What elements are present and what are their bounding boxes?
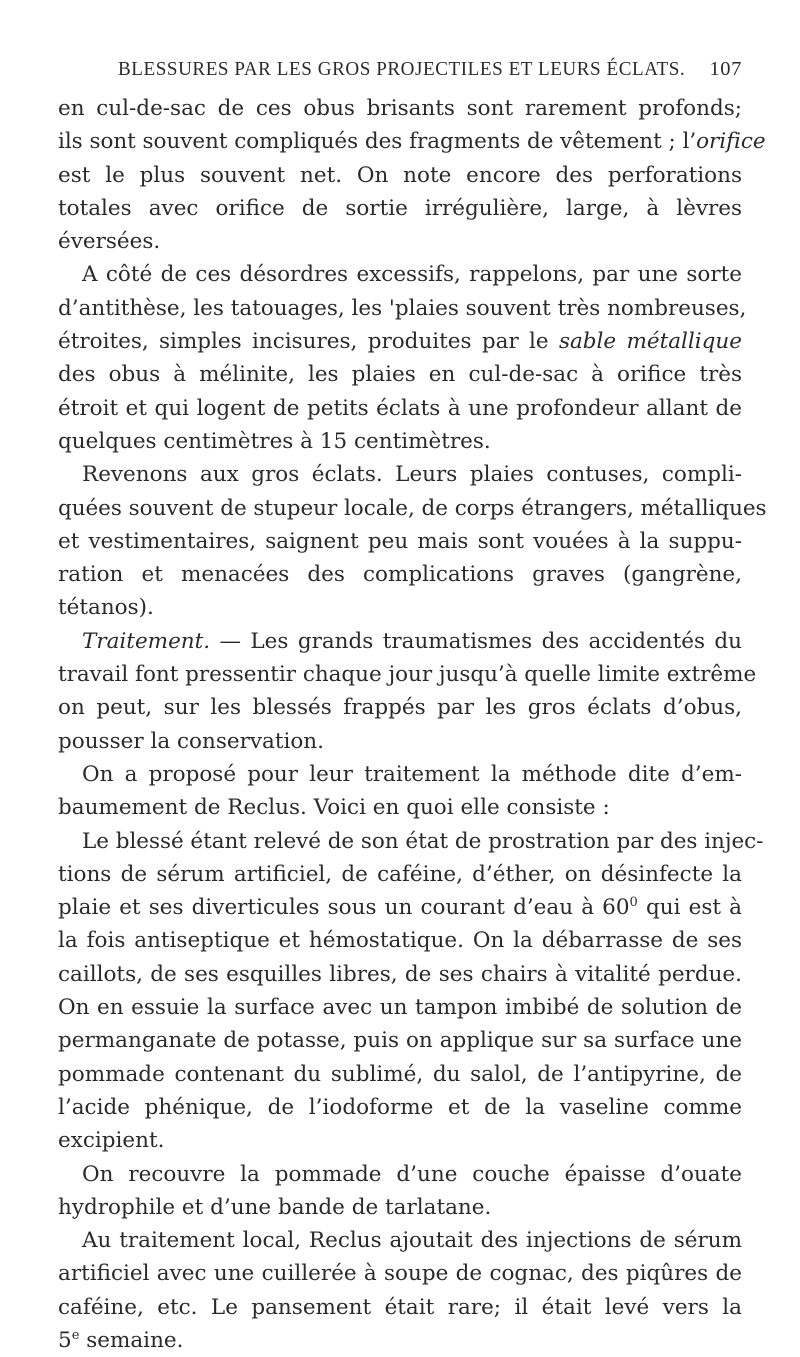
text-line: excipient. [58,1128,165,1154]
superscript: e [71,1327,80,1343]
text-segment: plaie et ses diverticules sous un courant d’eau à 60 [58,895,630,921]
text-line [58,625,742,658]
text-line [58,125,766,158]
text-line: On a proposé pour leur traitement la méthode dite d’em- [82,761,742,787]
running-title: BLESSURES PAR LES GROS PROJECTILES ET LEURS ÉCLATS. [118,58,686,80]
text-segment: étroites, simples incisures, produites par le [58,329,559,355]
text-line: On en essuie la surface avec un tampon imbibé de solution de [58,995,742,1021]
text-line: caillots, de ses esquilles libres, de ses chairs à vitalité perdue. [58,961,742,987]
body-text [58,92,767,1357]
text-line: Revenons aux gros éclats. Leurs plaies contuses, compli- [82,462,742,488]
text-line: et vestimentaires, saignent peu mais sont vouées à la suppu- [58,528,742,554]
text-line: pommade contenant du sublimé, du salol, de l’antipyrine, de [58,1061,742,1087]
text-line: hydrophile et d’une bande de tarlatane. [58,1194,492,1220]
text-segment: ils sont souvent compliqués des fragments de vêtement ; l’ [58,129,697,155]
text-line: tétanos). [58,595,154,621]
text-line: caféine, etc. Le pansement était rare; il était levé vers la [58,1294,742,1320]
text-line: Au traitement local, Reclus ajoutait des injections de sérum [82,1228,742,1254]
superscript: 0 [629,895,638,911]
text-line: permanganate de potasse, puis on applique sur sa surface une [58,1028,742,1054]
text-line: tions de sérum artificiel, de caféine, d’éther, on désinfecte la [58,861,742,887]
text-line: pousser la conservation. [58,728,324,754]
text-segment: — Les grands traumatismes des accidentés du [210,628,742,654]
italic-text: Traitement. [82,628,211,654]
text-line [58,891,742,924]
text-line: ration et menacées des complications graves (gangrène, [58,562,742,588]
text-line [58,1324,742,1357]
text-line: étroit et qui logent de petits éclats à une profondeur allant de [58,395,742,421]
text-line: on peut, sur les blessés frappés par les gros éclats d’obus, [58,695,742,721]
text-line: On recouvre la pommade d’une couche épaisse d’ouate [82,1161,742,1187]
text-line [58,325,742,358]
text-line: est le plus souvent net. On note encore des perforations [58,162,742,188]
text-line: quelques centimètres à 15 centimètres. [58,428,491,454]
italic-text: sable métallique [558,329,742,355]
text-line: totales avec orifice de sortie irrégulière, large, à lèvres [58,195,742,221]
text-line: quées souvent de stupeur locale, de corps étrangers, métalliques [58,495,767,521]
text-segment: semaine. [79,1327,184,1353]
text-line: baumement de Reclus. Voici en quoi elle consiste : [58,795,610,821]
text-line: Le blessé étant relevé de son état de prostration par des injec- [82,828,764,854]
text-line: éversées. [58,229,161,255]
page-number: 107 [709,58,742,80]
text-segment: qui est à [637,895,742,921]
italic-text: orifice [696,129,766,155]
text-line: l’acide phénique, de l’iodoforme et de la vaseline comme [58,1094,742,1120]
text-line: A côté de ces désordres excessifs, rappelons, par une sorte [82,262,742,288]
text-line: travail font pressentir chaque jour jusqu’à quelle limite extrême [58,662,757,688]
text-segment: 5 [58,1327,72,1353]
text-line: d’antithèse, les tatouages, les 'plaies souvent très nombreuses, [58,295,747,321]
text-line: des obus à mélinite, les plaies en cul-de-sac à orifice très [58,362,742,388]
running-head [118,58,742,88]
text-line: en cul-de-sac de ces obus brisants sont rarement profonds; [58,96,742,121]
text-line: la fois antiseptique et hémostatique. On la débarrasse de ses [58,928,742,954]
text-line: artificiel avec une cuillerée à soupe de cognac, des piqûres de [58,1261,742,1287]
